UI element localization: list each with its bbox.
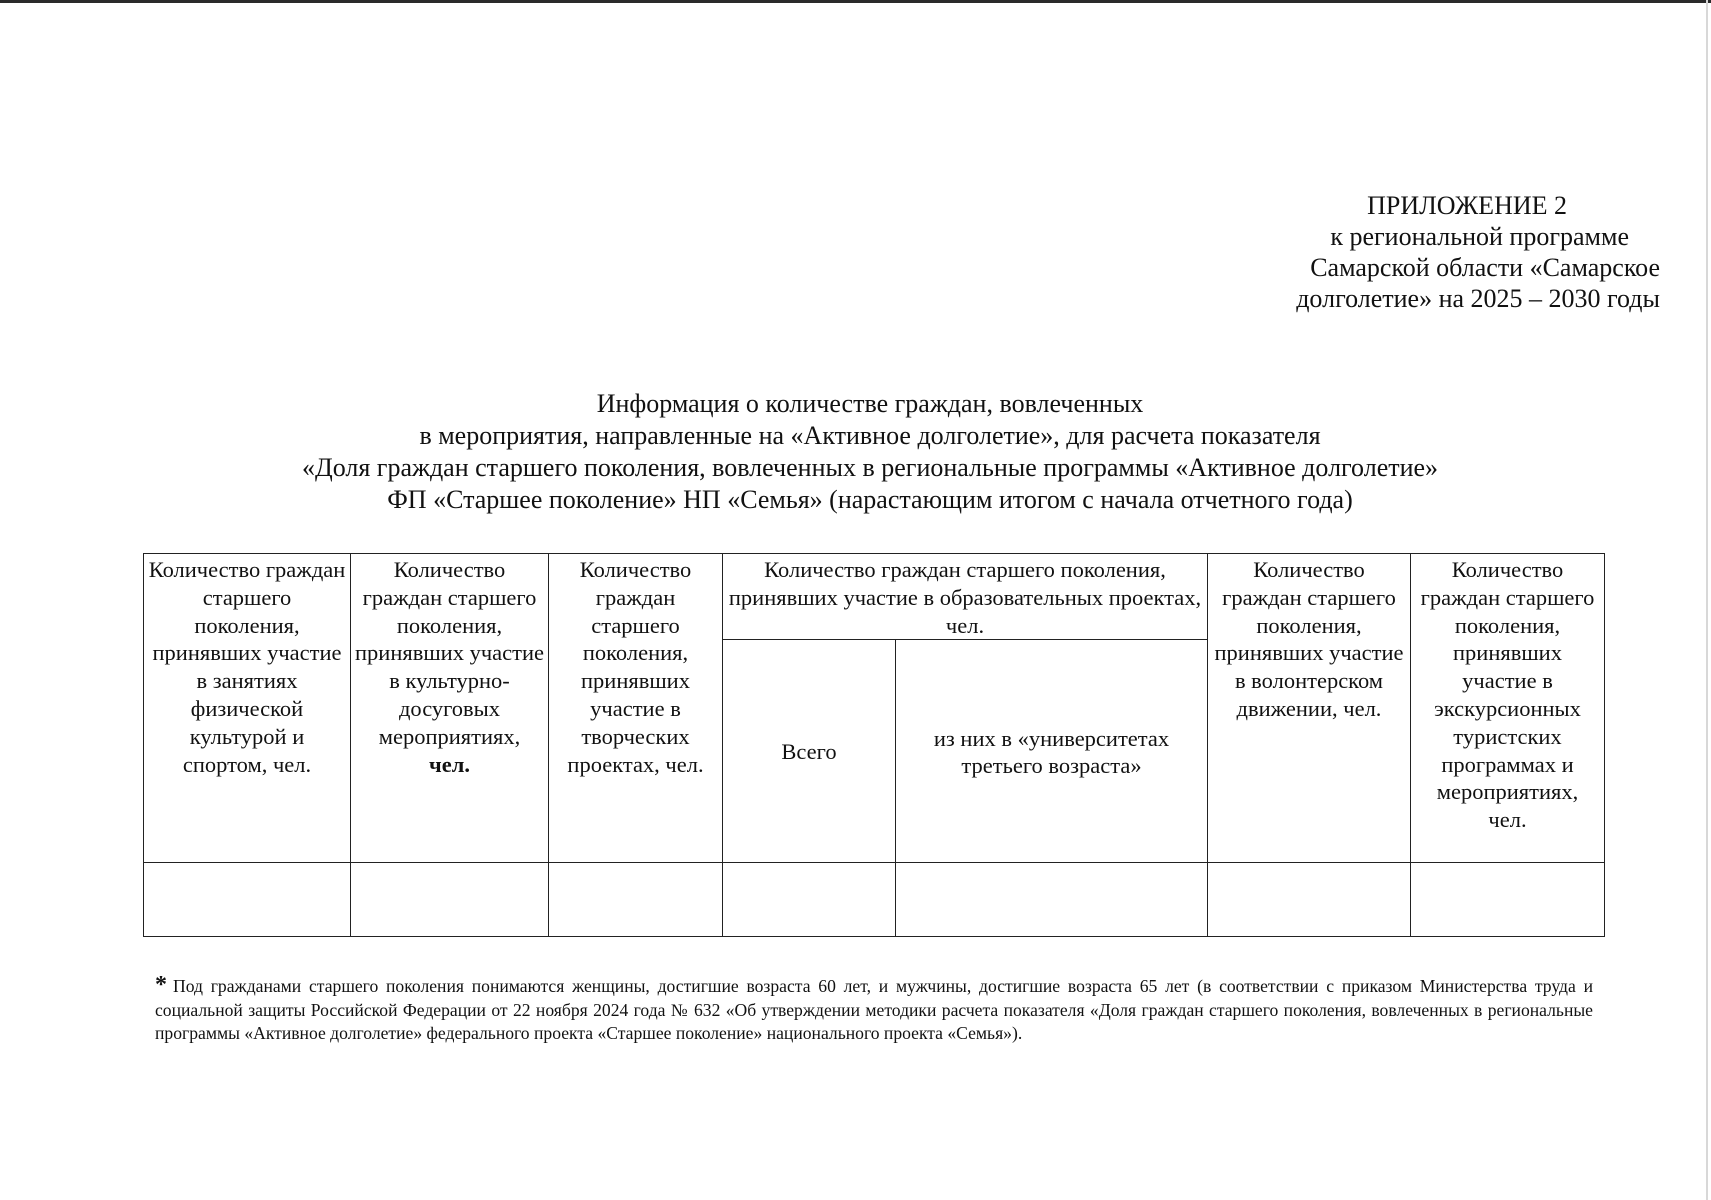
footnote-marker: * (155, 972, 167, 998)
header-education-universities: из них в «университетах третьего возраста» (896, 640, 1208, 863)
appendix-heading (1180, 190, 1660, 314)
table-cell[interactable] (896, 863, 1208, 937)
footnote-text: Под гражданами старшего поколения понимаются женщины, достигшие возраста 60 лет, и мужчины, достигшие возраста 65 лет (в соответствии с приказом Министерства труда и социальной защиты Российской Федерации от 22 ноября 2024 года № 632 «Об утверждении методики расчета показателя «Доля граждан старшего поколения, вовлеченных в региональные программы «Активное долголетие» федерального проекта «Старшее поколение» национального проекта «Семья»). (155, 976, 1593, 1043)
header-education-total: Всего (723, 640, 896, 863)
table-header-row (144, 554, 1605, 640)
table-cell[interactable] (144, 863, 351, 937)
table-cell[interactable] (723, 863, 896, 937)
page-top-edge (0, 0, 1711, 3)
table-cell[interactable] (1208, 863, 1411, 937)
header-education-group: Количество граждан старшего поколения, принявших участие в образовательных проектах, чел. (723, 554, 1208, 640)
appendix-title: ПРИЛОЖЕНИЕ 2 (1367, 191, 1567, 220)
table-cell[interactable] (1411, 863, 1605, 937)
table-cell[interactable] (549, 863, 723, 937)
title-line: ФП «Старшее поколение» НП «Семья» (нарастающим итогом с начала отчетного года) (387, 485, 1353, 514)
table-cell[interactable] (351, 863, 549, 937)
table-row (144, 863, 1605, 937)
header-culture-unit: чел. (429, 751, 470, 777)
footnote (155, 974, 1593, 1046)
document-title (140, 388, 1600, 516)
header-sports: Количество граждан старшего поколения, принявших участие в занятиях физической культурой и спортом, чел. (144, 554, 351, 863)
header-culture: Количество граждан старшего поколения, принявших участие в культурно-досуговых мероприятиях, чел. (351, 554, 549, 863)
header-creative: Количество граждан старшего поколения, принявших участие в творческих проектах, чел. (549, 554, 723, 863)
title-line: Информация о количестве граждан, вовлеченных (596, 389, 1144, 418)
appendix-line: Самарской области «Самарское (1310, 253, 1660, 282)
appendix-line: долголетие» на 2025 – 2030 годы (1296, 284, 1660, 313)
header-volunteer: Количество граждан старшего поколения, принявших участие в волонтерском движении, чел. (1208, 554, 1411, 863)
header-excursion: Количество граждан старшего поколения, принявших участие в экскурсионных туристских программах и мероприятиях, чел. (1411, 554, 1605, 863)
title-line: в мероприятия, направленные на «Активное долголетие», для расчета показателя (419, 421, 1321, 450)
page-right-edge (1706, 0, 1708, 1200)
data-table (143, 553, 1605, 937)
title-line: «Доля граждан старшего поколения, вовлеченных в региональные программы «Активное долголетие» (301, 453, 1439, 482)
appendix-line: к региональной программе (1330, 222, 1629, 251)
